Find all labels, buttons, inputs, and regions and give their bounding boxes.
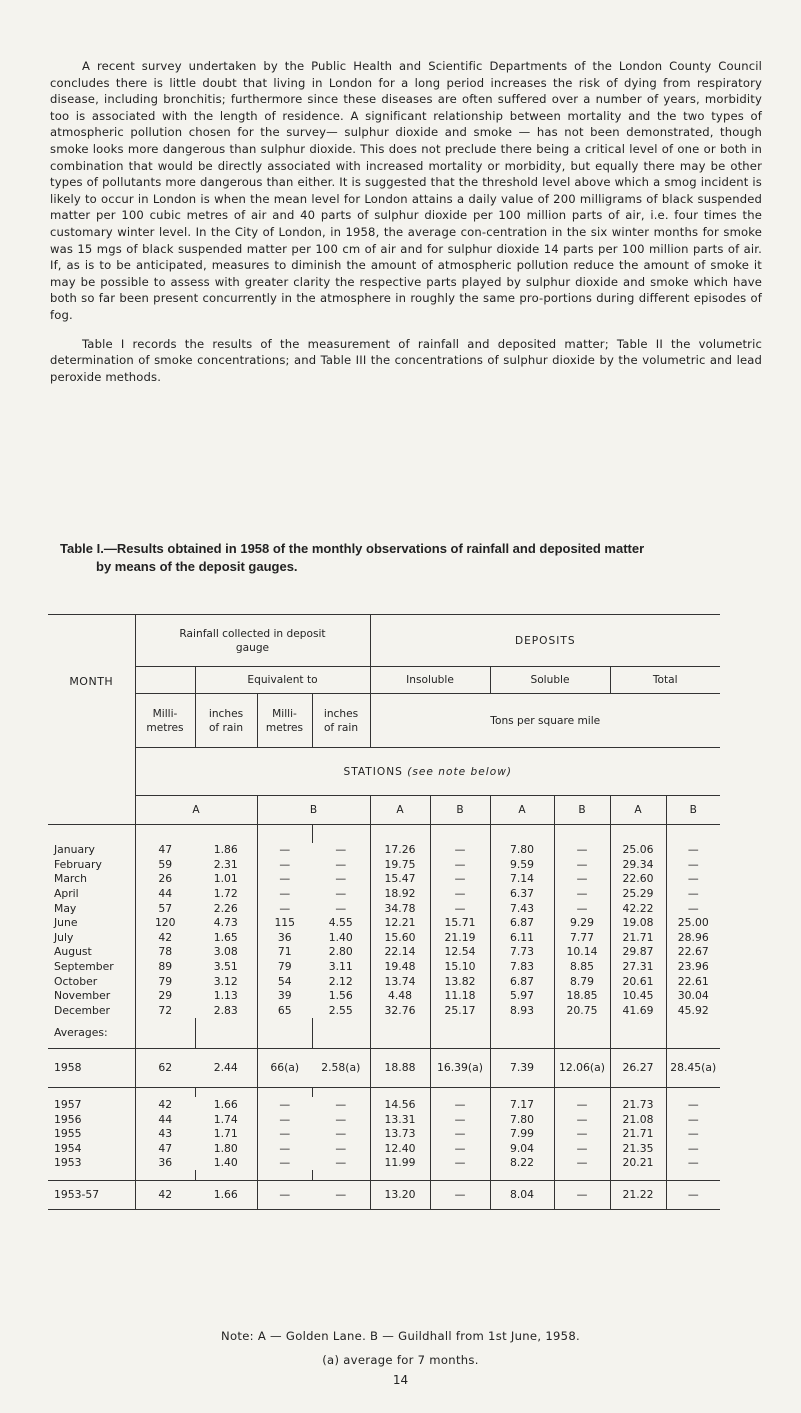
table-cell: 9.29: [554, 915, 610, 930]
table-cell: 7.39: [490, 1048, 554, 1087]
table-cell: 7.17: [490, 1097, 554, 1112]
table-cell: 42.22: [610, 901, 666, 916]
table-cell: 20.61: [610, 974, 666, 989]
table-cell: 3.51: [213, 960, 238, 974]
table-cell: 59: [135, 857, 195, 872]
intro-text: [50, 58, 762, 385]
table-cell: 47: [135, 843, 195, 858]
table-cell: 78: [135, 945, 195, 960]
table-cell: 21.08: [610, 1112, 666, 1127]
table-cell: 1.80: [213, 1141, 238, 1155]
year-row: [48, 1126, 720, 1141]
row-label: 1954: [54, 1141, 82, 1155]
table-cell: —: [666, 1097, 720, 1112]
table-cell: 26.27: [610, 1048, 666, 1087]
spacer-cell: [48, 825, 135, 843]
table-cell: 3.11: [328, 960, 353, 974]
table-cell: 13.82: [430, 974, 490, 989]
table-cell: 7.43: [490, 901, 554, 916]
table-cell: —: [554, 1126, 610, 1141]
table-cell: —: [666, 886, 720, 901]
table-cell: 29.87: [610, 945, 666, 960]
table-cell: —: [554, 857, 610, 872]
table-caption-line-1: Table I.—Results obtained in 1958 of the monthly observations of rainfall and deposited matter: [60, 541, 645, 556]
table-cell: —: [554, 901, 610, 916]
table-cell: 21.71: [610, 1126, 666, 1141]
table-cell: 1.74: [213, 1112, 238, 1126]
rainfall-deposits-table: [48, 614, 720, 1210]
table-cell: 2.80: [328, 945, 353, 959]
table-cell: 2.26: [213, 901, 238, 915]
table-cell: 17.26: [370, 843, 430, 858]
table-cell: 8.85: [554, 959, 610, 974]
table-cell: —: [335, 887, 347, 901]
month-header: MONTH: [48, 615, 135, 748]
table-cell: 3.12: [213, 974, 238, 988]
table-cell: —: [554, 1180, 610, 1209]
table-cell: —: [554, 872, 610, 887]
table-cell: 2.83: [213, 1003, 238, 1017]
table-cell: 15.47: [370, 872, 430, 887]
row-label: May: [54, 901, 77, 915]
table-cell: 7.14: [490, 872, 554, 887]
total-header: Total: [610, 667, 720, 694]
table-cell: 7.99: [490, 1126, 554, 1141]
table-cell: 1.66: [213, 1097, 238, 1111]
table-cell: 2.55: [328, 1003, 353, 1017]
table-cell: 1.71: [213, 1127, 238, 1141]
rainfall-blank-cell: [135, 667, 195, 694]
table-cell: —: [430, 901, 490, 916]
table-cell: —: [554, 1141, 610, 1156]
spacer-row: [48, 1170, 720, 1180]
table-cell: —: [257, 1126, 312, 1141]
table-cell: —: [257, 872, 312, 887]
table-cell: 8.79: [554, 974, 610, 989]
table-cell: 15.10: [430, 959, 490, 974]
spacer-row: [48, 825, 720, 843]
table-cell: 29: [135, 988, 195, 1003]
row-label: June: [54, 916, 78, 930]
table-cell: 7.80: [490, 843, 554, 858]
table-cell: 19.48: [370, 959, 430, 974]
table-cell: 11.18: [430, 988, 490, 1003]
equivalent-header: Equivalent to: [195, 667, 370, 694]
table-cell: —: [312, 1180, 370, 1209]
table-cell: 43: [135, 1126, 195, 1141]
table-cell: 27.31: [610, 959, 666, 974]
table-cell: 16.39(a): [430, 1048, 490, 1087]
row-label: December: [54, 1003, 110, 1017]
table-cell: 36: [257, 930, 312, 945]
table-cell: 7.77: [554, 930, 610, 945]
summary-row: [48, 1180, 720, 1209]
table-cell: 1.40: [328, 930, 353, 944]
year-row: [48, 1112, 720, 1127]
table-cell: 42: [135, 1097, 195, 1112]
table-cell: 3.08: [213, 945, 238, 959]
table-cell: 47: [135, 1141, 195, 1156]
table-cell: 19.08: [610, 915, 666, 930]
table-cell: 23.96: [666, 959, 720, 974]
station-b-rain: B: [257, 796, 370, 825]
table-cell: 79: [257, 959, 312, 974]
table-cell: —: [335, 1156, 347, 1170]
header-row-1: [48, 615, 720, 667]
year-row: [48, 1097, 720, 1112]
table-cell: 8.93: [490, 1003, 554, 1018]
table-cell: —: [554, 1097, 610, 1112]
table-cell: 66(a): [257, 1048, 312, 1087]
table-cell: —: [257, 1156, 312, 1171]
table-cell: 89: [135, 959, 195, 974]
station-b-soluble: B: [554, 796, 610, 825]
insoluble-header: Insoluble: [370, 667, 490, 694]
table-cell: 41.69: [610, 1003, 666, 1018]
table-cell: 8.04: [490, 1180, 554, 1209]
table-cell: 1.72: [213, 887, 238, 901]
table-cell: 22.60: [610, 872, 666, 887]
month-row: [48, 959, 720, 974]
table-cell: —: [257, 843, 312, 858]
table-cell: 21.22: [610, 1180, 666, 1209]
inches-equivalent-header: inches of rain: [312, 694, 370, 748]
row-label: September: [54, 960, 114, 974]
table-cell: 21.73: [610, 1097, 666, 1112]
table-caption-line-2: by means of the deposit gauges.: [96, 559, 298, 574]
table-cell: —: [666, 1112, 720, 1127]
table-cell: 2.31: [213, 857, 238, 871]
table-cell: —: [554, 843, 610, 858]
table-cell: —: [335, 1141, 347, 1155]
table-cell: 25.00: [666, 915, 720, 930]
inches-header: inches of rain: [195, 694, 257, 748]
table-cell: 65: [257, 1003, 312, 1018]
table-cell: 12.06(a): [554, 1048, 610, 1087]
row-label: July: [54, 930, 74, 944]
table-cell: 1.65: [213, 930, 238, 944]
month-row: [48, 857, 720, 872]
table-cell: 13.74: [370, 974, 430, 989]
month-row: [48, 872, 720, 887]
table-cell: 7.73: [490, 945, 554, 960]
table-cell: 44: [135, 1112, 195, 1127]
table-cell: —: [666, 1180, 720, 1209]
table-cell: —: [257, 886, 312, 901]
table-cell: 18.92: [370, 886, 430, 901]
table-cell: —: [335, 901, 347, 915]
row-label: 1957: [54, 1097, 82, 1111]
table-cell: 12.21: [370, 915, 430, 930]
header-row-2: [48, 667, 720, 694]
table-cell: 5.97: [490, 988, 554, 1003]
month-row: [48, 886, 720, 901]
table-cell: 8.22: [490, 1156, 554, 1171]
table-cell: —: [335, 1097, 347, 1111]
month-row: [48, 988, 720, 1003]
table-cell: —: [666, 1141, 720, 1156]
table-cell: 1.66: [195, 1180, 257, 1209]
table-cell: 13.73: [370, 1126, 430, 1141]
year-row: [48, 1141, 720, 1156]
table-cell: —: [430, 886, 490, 901]
table-cell: —: [335, 843, 347, 857]
row-label: 1958: [48, 1048, 135, 1087]
table-cell: 30.04: [666, 988, 720, 1003]
table-cell: —: [430, 1180, 490, 1209]
table-cell: —: [666, 901, 720, 916]
row-label: 1953-57: [48, 1180, 135, 1209]
month-row: [48, 945, 720, 960]
averages-label-row: [48, 1018, 720, 1049]
stations-note: (see note below): [407, 765, 513, 778]
table-cell: —: [666, 857, 720, 872]
month-row: [48, 901, 720, 916]
table-cell: —: [666, 1126, 720, 1141]
table-cell: —: [257, 1141, 312, 1156]
table-cell: —: [666, 872, 720, 887]
mm-equivalent-header: Milli- metres: [257, 694, 312, 748]
table-cell: 11.99: [370, 1156, 430, 1171]
month-row: [48, 843, 720, 858]
table-cell: 42: [135, 1180, 195, 1209]
table-cell: 34.78: [370, 901, 430, 916]
table-cell: —: [257, 901, 312, 916]
table-cell: 13.31: [370, 1112, 430, 1127]
table-cell: 2.58(a): [312, 1048, 370, 1087]
averages-label: Averages:: [54, 1026, 108, 1040]
table-cell: 28.96: [666, 930, 720, 945]
table-cell: 115: [257, 915, 312, 930]
table-cell: 25.29: [610, 886, 666, 901]
table-cell: 54: [257, 974, 312, 989]
table-cell: 10.14: [554, 945, 610, 960]
table-cell: 57: [135, 901, 195, 916]
year-row: [48, 1156, 720, 1171]
row-label: November: [54, 989, 111, 1003]
table-cell: 7.80: [490, 1112, 554, 1127]
stations-header: [135, 748, 720, 796]
table-cell: 22.14: [370, 945, 430, 960]
month-row: [48, 1003, 720, 1018]
deposits-header: DEPOSITS: [370, 615, 720, 667]
row-label: 1953: [54, 1156, 82, 1170]
table-cell: 1.40: [213, 1156, 238, 1170]
table-cell: —: [430, 1141, 490, 1156]
table-cell: 10.45: [610, 988, 666, 1003]
table-cell: 26: [135, 872, 195, 887]
table-cell: 29.34: [610, 857, 666, 872]
table-cell: 6.37: [490, 886, 554, 901]
table-cell: 22.61: [666, 974, 720, 989]
average-1958-row: [48, 1048, 720, 1087]
table-cell: 7.83: [490, 959, 554, 974]
table-cell: 1.56: [328, 989, 353, 1003]
rainfall-header: Rainfall collected in deposit gauge: [135, 615, 370, 667]
table-cell: 42: [135, 930, 195, 945]
table-cell: —: [335, 1127, 347, 1141]
table-cell: 9.04: [490, 1141, 554, 1156]
row-label: January: [54, 843, 95, 857]
stations-label: STATIONS: [343, 765, 403, 778]
table-cell: 21.71: [610, 930, 666, 945]
table-cell: —: [666, 1156, 720, 1171]
month-row: [48, 930, 720, 945]
month-spacer-cell-2: [48, 796, 135, 825]
table-cell: —: [666, 843, 720, 858]
table-cell: —: [335, 1112, 347, 1126]
header-row-4: [48, 748, 720, 796]
table-cell: —: [430, 857, 490, 872]
table-cell: —: [257, 1180, 312, 1209]
table-cell: 12.54: [430, 945, 490, 960]
table-cell: —: [257, 1112, 312, 1127]
row-label: March: [54, 872, 87, 886]
row-label: 1955: [54, 1127, 82, 1141]
stations-note-text: Note: A — Golden Lane. B — Guildhall from 1st June, 1958.: [220, 1329, 581, 1343]
table-cell: 62: [135, 1048, 195, 1087]
table-cell: —: [554, 1112, 610, 1127]
table-cell: 2.12: [328, 974, 353, 988]
table-cell: 25.06: [610, 843, 666, 858]
table-cell: 1.01: [213, 872, 238, 886]
table-cell: —: [430, 1126, 490, 1141]
table-cell: 39: [257, 988, 312, 1003]
row-label: August: [54, 945, 92, 959]
table-cell: 1.13: [213, 989, 238, 1003]
table-cell: 22.67: [666, 945, 720, 960]
table-cell: 20.21: [610, 1156, 666, 1171]
row-label: 1956: [54, 1112, 82, 1126]
table-cell: 15.71: [430, 915, 490, 930]
month-row: [48, 974, 720, 989]
intro-paragraph-1: A recent survey undertaken by the Public Health and Scientific Departments of the London County Council concludes there is little doubt that living in London for a long period increases the risk of dying from respiratory disease, including bronchitis; furthermore since these diseases are often suffered over a number of years, morbidity too is associated with the length of residence. A significant relationship between mortality and the two types of atmospheric pollution chosen for the survey— sulphur dioxide and smoke — has not been demonstrated, though smoke looks more dangerous than sulphur dioxide. This does not preclude there being a critical level of one or both in combination that would be directly associated with increased mortality or morbidity, but equally there may be other types of pollutants more dangerous than either. It is suggested that the threshold level above which a smog incident is likely to occur in London is when the mean level for London attains a daily value of 200 milligrams of black suspended matter per 100 cubic metres of air and 40 parts of sulphur dioxide per 100 million parts of air, i.e. four times the customary winter level. In the City of London, in 1958, the average con-centration in the six winter months for smoke was 15 mgs of black suspended matter per 100 cm of air and for sulphur dioxide 14 parts per 100 million parts of air. If, as is to be anticipated, measures to diminish the amount of atmospheric pollution reduce the amount of smoke it may be possible to assess with greater clarity the respective parts played by sulphur dioxide and smoke which have both so far been present concurrently in the atmosphere in roughly the same pro-portions during different episodes of fog.: [50, 59, 762, 322]
table-cell: 20.75: [554, 1003, 610, 1018]
table-cell: 15.60: [370, 930, 430, 945]
table-cell: 21.35: [610, 1141, 666, 1156]
station-a-total: A: [610, 796, 666, 825]
table-cell: 12.40: [370, 1141, 430, 1156]
table-cell: —: [430, 843, 490, 858]
table-cell: 6.11: [490, 930, 554, 945]
table-cell: 2.44: [195, 1048, 257, 1087]
table-cell: 14.56: [370, 1097, 430, 1112]
table-cell: 18.85: [554, 988, 610, 1003]
row-label: April: [54, 887, 79, 901]
table-cell: 18.88: [370, 1048, 430, 1087]
page-number: 14: [392, 1373, 409, 1387]
header-row-3: [48, 694, 720, 748]
table-cell: —: [554, 886, 610, 901]
station-a-insoluble: A: [370, 796, 430, 825]
header-row-5: [48, 796, 720, 825]
table-cell: 4.55: [328, 916, 353, 930]
table-cell: 36: [135, 1156, 195, 1171]
station-a-soluble: A: [490, 796, 554, 825]
month-spacer-cell: [48, 748, 135, 796]
table-cell: —: [430, 1156, 490, 1171]
table-cell: —: [257, 857, 312, 872]
footnote-text: (a) average for 7 months.: [322, 1353, 479, 1367]
table-cell: 32.76: [370, 1003, 430, 1018]
table-cell: 4.48: [370, 988, 430, 1003]
table-cell: 21.19: [430, 930, 490, 945]
table-cell: 1.86: [213, 843, 238, 857]
table-body: [48, 825, 720, 1210]
station-b-insoluble: B: [430, 796, 490, 825]
table-cell: 4.73: [213, 916, 238, 930]
table-cell: 9.59: [490, 857, 554, 872]
row-label: February: [54, 857, 102, 871]
table-cell: 28.45(a): [666, 1048, 720, 1087]
table-cell: 13.20: [370, 1180, 430, 1209]
month-row: [48, 915, 720, 930]
tons-header: Tons per square mile: [370, 694, 720, 748]
table-header: [48, 615, 720, 825]
intro-paragraph-2: Table I records the results of the measurement of rainfall and deposited matter; Table II the volumetric determination of smoke concentrations; and Table III the concentrations of sulphur dioxide by the volumetric and lead peroxide methods.: [50, 336, 762, 384]
table-cell: 45.92: [666, 1003, 720, 1018]
table-cell: 25.17: [430, 1003, 490, 1018]
table-cell: 71: [257, 945, 312, 960]
row-label: October: [54, 974, 98, 988]
table-cell: —: [335, 872, 347, 886]
soluble-header: Soluble: [490, 667, 610, 694]
station-b-total: B: [666, 796, 720, 825]
table-cell: —: [430, 872, 490, 887]
table-cell: 19.75: [370, 857, 430, 872]
table-cell: 44: [135, 886, 195, 901]
table-caption: [60, 540, 760, 576]
table-cell: —: [554, 1156, 610, 1171]
table-cell: —: [257, 1097, 312, 1112]
mm-header: Milli- metres: [135, 694, 195, 748]
table-cell: —: [430, 1112, 490, 1127]
table-cell: 72: [135, 1003, 195, 1018]
table-cell: —: [430, 1097, 490, 1112]
table-cell: 6.87: [490, 915, 554, 930]
station-a-rain: A: [135, 796, 257, 825]
table-cell: 6.87: [490, 974, 554, 989]
table-cell: —: [335, 857, 347, 871]
table-cell: 79: [135, 974, 195, 989]
table-cell: 120: [135, 915, 195, 930]
spacer-row: [48, 1087, 720, 1097]
